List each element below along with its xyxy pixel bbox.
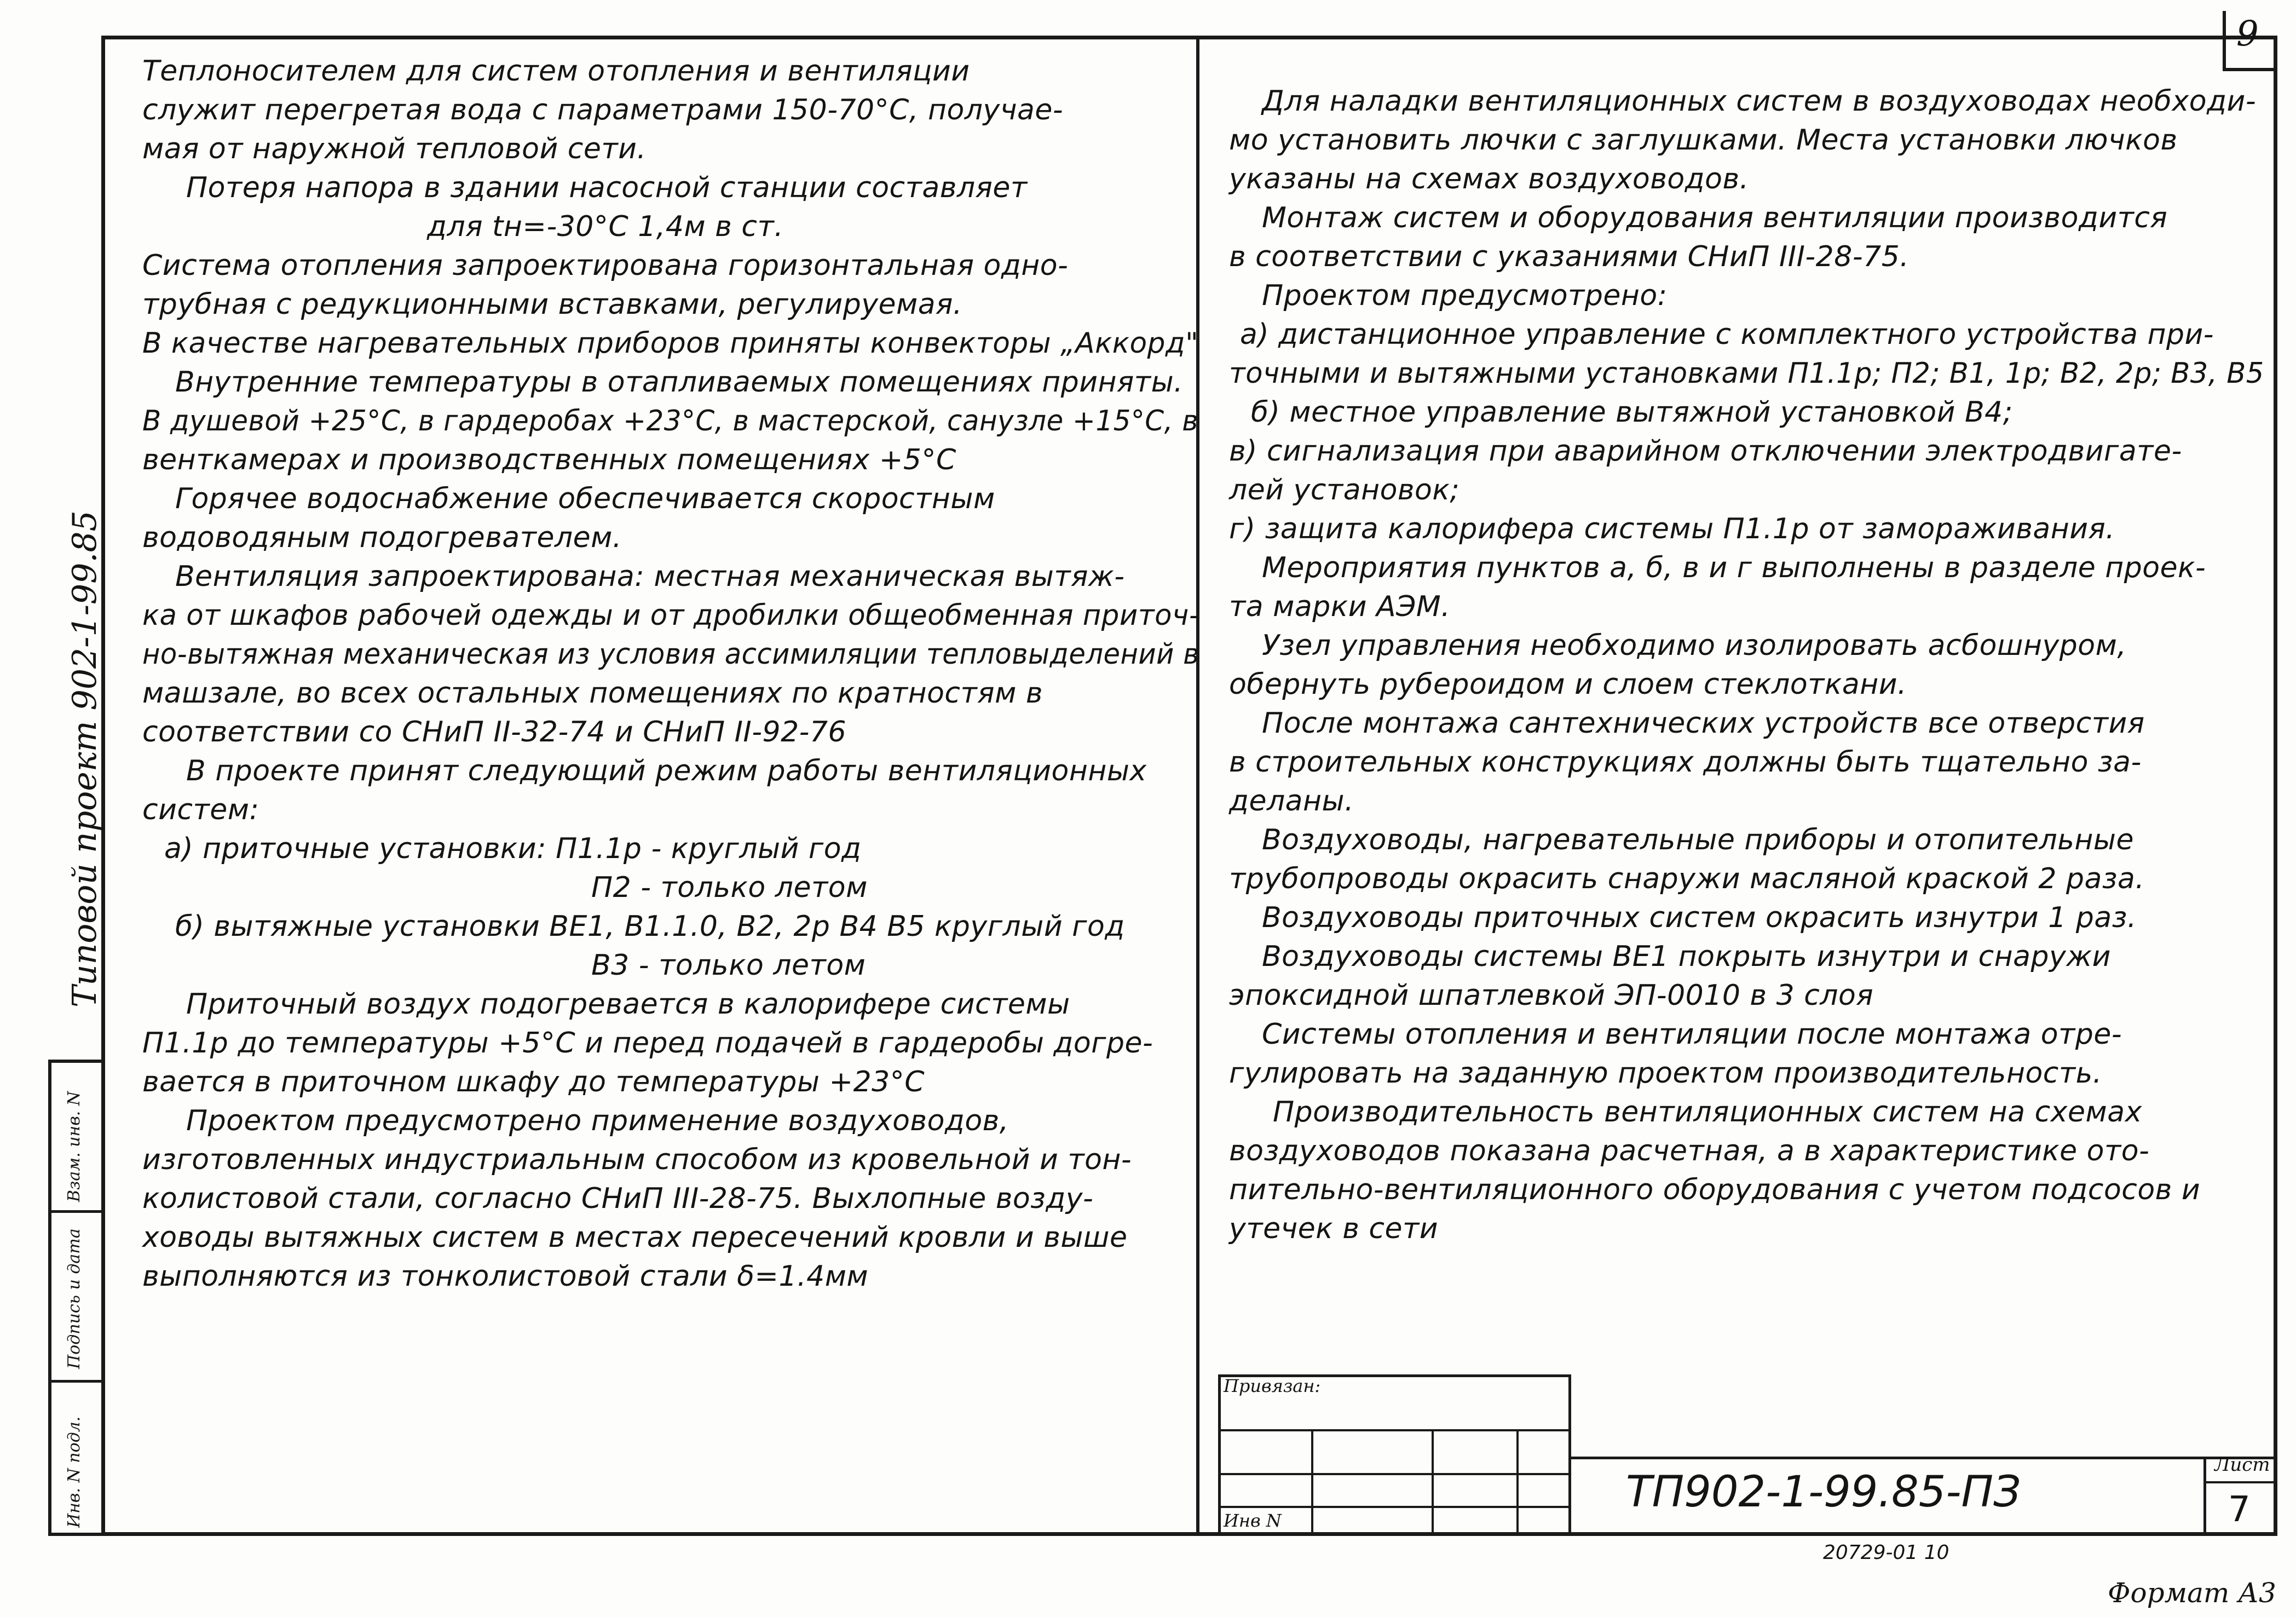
text-line: машзале, во всех остальных помещениях по кратностям в [142,677,1043,710]
text-line: для tн=-30°С 1,4м в ст. [427,210,784,243]
strip-label-replace: Взам. инв. N [65,1091,84,1202]
bound-label: Привязан: [1224,1376,1321,1396]
text-line: венткамерах и производственных помещениях +5°С [142,444,956,476]
text-line: воздуховодов показана расчетная, а в характеристике ото- [1229,1135,2150,1167]
document-code: ТП902-1-99.85-ПЗ [1626,1468,2021,1517]
text-line: Проектом предусмотрено применение воздуховодов, [186,1104,1009,1137]
side-title: Типовой проект 902-1-99.85 [66,510,104,1008]
text-line: Приточный воздух подогревается в калорифере системы [186,988,1070,1021]
text-line: Системы отопления и вентиляции после монтажа отре- [1262,1018,2122,1051]
inv-label: Инв N [1224,1510,1282,1531]
text-line: Воздуховоды, нагревательные приборы и отопительные [1262,824,2134,856]
text-line: Монтаж систем и оборудования вентиляции производится [1262,202,2168,234]
text-line: В душевой +25°С, в гардеробах +23°С, в мастерской, санузле +15°С, в [142,405,1199,438]
text-line: После монтажа сантехнических устройств все отверстия [1262,707,2145,740]
text-line: трубопроводы окрасить снаружи масляной краской 2 раза. [1229,862,2145,895]
text-line: в) сигнализация при аварийном отключении электродвигате- [1229,435,2182,468]
text-line: эпоксидной шпатлевкой ЭП-0010 в 3 слоя [1229,979,1874,1012]
text-line: та марки АЭМ. [1229,590,1451,623]
text-line: В проекте принят следующий режим работы вентиляционных [186,755,1147,787]
text-line: в соответствии с указаниями СНиП III-28-75. [1229,240,1910,273]
text-line: мо установить лючки с заглушками. Места установки лючков [1229,124,2178,157]
stamp-rule [1432,1429,1434,1536]
text-line: в строительных конструкциях должны быть тщательно за- [1229,746,2142,779]
text-line: б) местное управление вытяжной установкой В4; [1251,396,2013,429]
text-line: а) дистанционное управление с комплектного устройства при- [1240,318,2214,351]
text-line: мая от наружной тепловой сети. [142,133,647,165]
text-line: г) защита калорифера системы П1.1р от замораживания. [1229,513,2115,545]
text-line: Горячее водоснабжение обеспечивается скоростным [175,482,995,515]
text-line: Проектом предусмотрено: [1262,279,1668,312]
text-line: систем: [142,793,259,826]
text-line: Мероприятия пунктов а, б, в и г выполнены в разделе проек- [1262,551,2206,584]
text-line: П2 - только летом [591,871,868,904]
text-line: Производительность вентиляционных систем на схемах [1273,1096,2142,1129]
text-line: вается в приточном шкафу до температуры +23°С [142,1066,925,1098]
strip-label-sign: Подпись и дата [65,1228,84,1369]
stamp-rule [1311,1429,1313,1536]
stamp-rule [1516,1429,1519,1536]
format-label: Формат А3 [2108,1577,2276,1609]
text-line: утечек в сети [1229,1212,1439,1245]
text-line: обернуть рубероидом и слоем стеклоткани. [1229,668,1907,701]
text-line: Система отопления запроектирована горизонтальная одно- [142,249,1069,282]
text-line: указаны на схемах воздуховодов. [1229,163,1749,195]
text-line: Узел управления необходимо изолировать асбошнуром, [1262,629,2127,662]
text-line: пительно-вентиляционного оборудования с учетом подсосов и [1229,1173,2201,1206]
text-line: б) вытяжные установки ВЕ1, В1.1.0, В2, 2р В4 В5 круглый год [175,910,1125,943]
strip-divider [48,1210,102,1213]
text-line: ка от шкафов рабочей одежды и от дробилки общеобменная приточ- [142,599,1199,632]
text-line: но-вытяжная механическая из условия ассимиляции тепловыделений в [142,638,1199,671]
right-text-column [1229,82,2264,1248]
strip-divider [48,1380,102,1383]
text-line: лей установок; [1229,474,1460,507]
text-line: водоводяным подогревателем. [142,521,622,554]
text-line: Воздуховоды приточных систем окрасить изнутри 1 раз. [1262,901,2137,934]
text-line: гулировать на заданную проектом производительность. [1229,1057,2102,1090]
text-line: Теплоносителем для систем отопления и вентиляции [142,55,970,88]
text-line: трубная с редукционными вставками, регулируемая. [142,288,962,321]
left-text-column [142,52,1199,1296]
archive-number: 20729-01 10 [1823,1541,1949,1564]
sheet-number: 9 [2236,14,2259,54]
sheet-label: Лист [2214,1454,2270,1476]
text-line: изготовленных индустриальным способом из кровельной и тон- [142,1143,1132,1176]
text-line: соответствии со СНиП II-32-74 и СНиП II-92-76 [142,716,847,749]
text-line: Вентиляция запроектирована: местная механическая вытяж- [175,560,1125,593]
strip-label-inv: Инв. N подл. [65,1416,84,1528]
text-line: а) приточные установки: П1.1р - круглый год [164,832,862,865]
text-line: ховоды вытяжных систем в местах пересечений кровли и выше [142,1221,1128,1254]
sheet-value: 7 [2228,1489,2251,1530]
text-line: В3 - только летом [591,949,866,982]
text-line: Для наладки вентиляционных систем в воздуховодах необходи- [1262,85,2257,118]
text-line: В качестве нагревательных приборов приняты конвекторы „Аккорд" [142,327,1199,360]
text-line: выполняются из тонколистовой стали δ=1.4мм [142,1260,869,1293]
text-line: точными и вытяжными установками П1.1р; П2; В1, 1р; В2, 2р; В3, В5 [1229,357,2264,390]
text-line: деланы. [1229,785,1354,818]
stamp-rule [2203,1481,2277,1483]
text-line: колистовой стали, согласно СНиП III-28-75. Выхлопные возду- [142,1182,1094,1215]
text-line: служит перегретая вода с параметрами 150-70°С, получае- [142,94,1064,126]
text-line: П1.1р до температуры +5°С и перед подачей в гардеробы догре- [142,1027,1153,1060]
text-line: Потеря напора в здании насосной станции составляет [186,171,1028,204]
text-line: Воздуховоды системы ВЕ1 покрыть изнутри и снаружи [1262,940,2111,973]
text-line: Внутренние температуры в отапливаемых помещениях приняты. [175,366,1184,399]
